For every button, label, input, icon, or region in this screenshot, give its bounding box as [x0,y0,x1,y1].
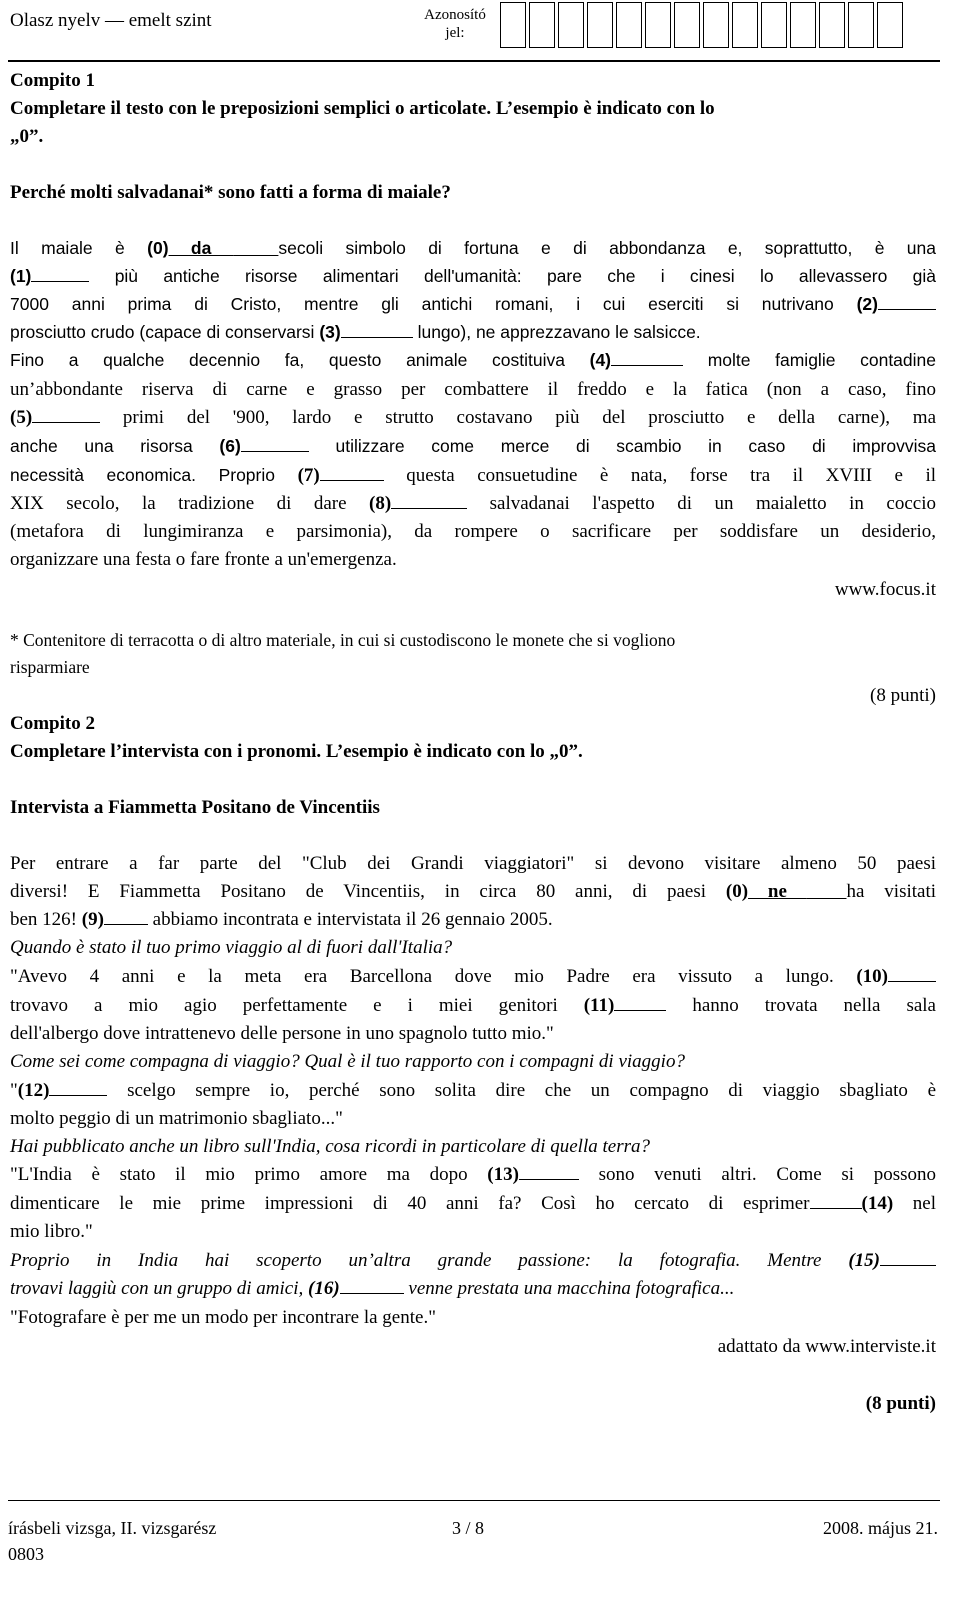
source: www.focus.it [834,579,936,600]
id-box[interactable] [790,2,816,48]
text-line: (1) più antiche risorse alimentari dell'umanità: pare che i cinesi lo allevassero già [10,266,936,286]
text-line: ben 126! (9) abbiamo incontrata e intervistata il 26 gennaio 2005. [10,909,553,930]
text-line: anche una risorsa (6) utilizzare come merce di scambio in caso di improvvisa [10,436,936,456]
id-box[interactable] [703,2,729,48]
footer-rule [8,1500,940,1501]
id-box[interactable] [616,2,642,48]
id-box[interactable] [500,2,526,48]
blank-1[interactable] [31,266,89,282]
text-line: (5) primi del '900, lardo e strutto costavano più del prosciutto e della carne), ma [10,407,937,428]
blank-16[interactable] [340,1278,404,1294]
id-label: Azonosító jel: [424,7,486,41]
example-answer: ne [748,881,807,902]
text-line: molto peggio di un matrimonio sbagliato..." [10,1108,343,1129]
footnote: * Contenitore di terracotta o di altro materiale, in cui si custodiscono le monete che si vogliono [10,630,676,650]
blank-15[interactable] [880,1250,936,1266]
id-box[interactable] [587,2,613,48]
text-line: "Avevo 4 anni e la meta era Barcellona dove mio Padre era vissuto a lungo. (10) [10,966,936,988]
text-line: dell'albergo dove intrattenevo delle persone in uno spagnolo tutto mio." [10,1023,554,1044]
blank-2[interactable] [878,294,936,310]
id-box[interactable] [529,2,555,48]
task1-instructions-cont: „0”. [10,126,44,147]
blank-10[interactable] [888,966,936,982]
question: Come sei come compagna di viaggio? Qual è il tuo rapporto con i compagni di viaggio? [10,1051,685,1072]
id-box[interactable] [674,2,700,48]
blank-11[interactable] [614,995,666,1011]
id-box[interactable] [645,2,671,48]
blank-12[interactable] [49,1080,107,1096]
footer-code: 0803 [8,1544,44,1564]
id-box[interactable] [819,2,845,48]
id-box[interactable] [732,2,758,48]
text-line: mio libro." [10,1221,93,1242]
footer-left: írásbeli vizsga, II. vizsgarész [8,1518,217,1538]
id-box[interactable] [877,2,903,48]
source: adattato da www.interviste.it [717,1336,936,1357]
text-line: 7000 anni prima di Cristo, mentre gli antichi romani, i cui eserciti si nutrivano (2) [10,294,936,315]
blank-8[interactable] [391,493,467,509]
text-line: Per entrare a far parte del "Club dei Grandi viaggiatori" si devono visitare almeno 50 paesi [10,853,936,874]
footnote-cont: risparmiare [10,657,90,677]
text-line: Il maiale è (0) da secoli simbolo di fortuna e di abbondanza e, soprattutto, è una [10,238,936,258]
text-line: prosciutto crudo (capace di conservarsi (3) lungo), ne apprezzavano le salsicce. [10,322,701,342]
text-line: Fino a qualche decennio fa, questo animale costituiva (4) molte famiglie contadine [10,350,936,370]
id-box[interactable] [558,2,584,48]
text-line: organizzare una festa o fare fronte a un'emergenza. [10,549,397,570]
blank-3[interactable] [341,322,413,338]
blank-7[interactable] [320,465,384,481]
text-line: "L'India è stato il mio primo amore ma dopo (13) sono venuti altri. Come si possono [10,1164,937,1185]
blank-9[interactable] [104,909,148,925]
blank-14[interactable] [810,1193,862,1209]
blank-5[interactable] [32,407,100,423]
text-line: trovavo a mio agio perfettamente e i miei genitori (11) hanno trovata nella sala [10,995,936,1016]
text-line: (metafora di lungimiranza e parsimonia), da rompere o sacrificare per soddisfare un desiderio, [10,521,936,542]
task2-subtitle: Intervista a Fiammetta Positano de Vincentiis [10,797,380,818]
example-answer: da [168,238,234,258]
task2-instructions: Completare l’intervista con i pronomi. L’esempio è indicato con lo „0”. [10,741,583,762]
text-line: un’abbondante riserva di carne e grasso per combattere il freddo e la fatica (non a caso, fino [10,379,936,400]
text-line: XIX secolo, la tradizione di dare (8) salvadanai l'aspetto di un maialetto in coccio [10,493,936,514]
text-line: necessità economica. Proprio (7) questa consuetudine è nata, forse tra il XVIII e il [10,465,937,486]
header-rule [8,60,940,62]
id-boxes [500,2,906,48]
question: Proprio in India hai scoperto un’altra grande passione: la fotografia. Mentre (15) [10,1250,936,1272]
text-line: "(12) scelgo sempre io, perché sono solita dire che un compagno di viaggio sbagliato è [10,1080,937,1101]
task1-points: (8 punti) [870,685,936,706]
id-box[interactable] [761,2,787,48]
page-number: 3 / 8 [452,1518,485,1538]
text-line: diversi! E Fiammetta Positano de Vincentiis, in circa 80 anni, di paesi (0) ne ha visitati [10,881,937,902]
blank-6[interactable] [241,436,309,452]
task2-title: Compito 2 [10,713,95,734]
task1-title: Compito 1 [10,70,95,91]
footer-date: 2008. május 21. [823,1518,938,1538]
header-subject: Olasz nyelv — emelt szint [10,10,212,31]
task1-instructions: Completare il testo con le preposizioni semplici o articolate. L’esempio è indicato con lo [10,98,715,119]
task2-points: (8 punti) [865,1393,936,1414]
question: trovavi laggiù con un gruppo di amici, (16) venne prestata una macchina fotografica... [10,1278,735,1299]
blank-4[interactable] [611,350,683,366]
question: Hai pubblicato anche un libro sull'India, cosa ricordi in particolare di quella terra? [10,1136,650,1157]
task1-subtitle: Perché molti salvadanai* sono fatti a forma di maiale? [10,182,451,203]
text-line: dimenticare le mie prime impressioni di 40 anni fa? Così ho cercato di esprimer (14) nel [10,1193,937,1214]
question: Quando è stato il tuo primo viaggio al di fuori dall'Italia? [10,937,453,958]
id-box[interactable] [848,2,874,48]
blank-13[interactable] [519,1164,579,1180]
text-line: "Fotografare è per me un modo per incontrare la gente." [10,1307,436,1328]
